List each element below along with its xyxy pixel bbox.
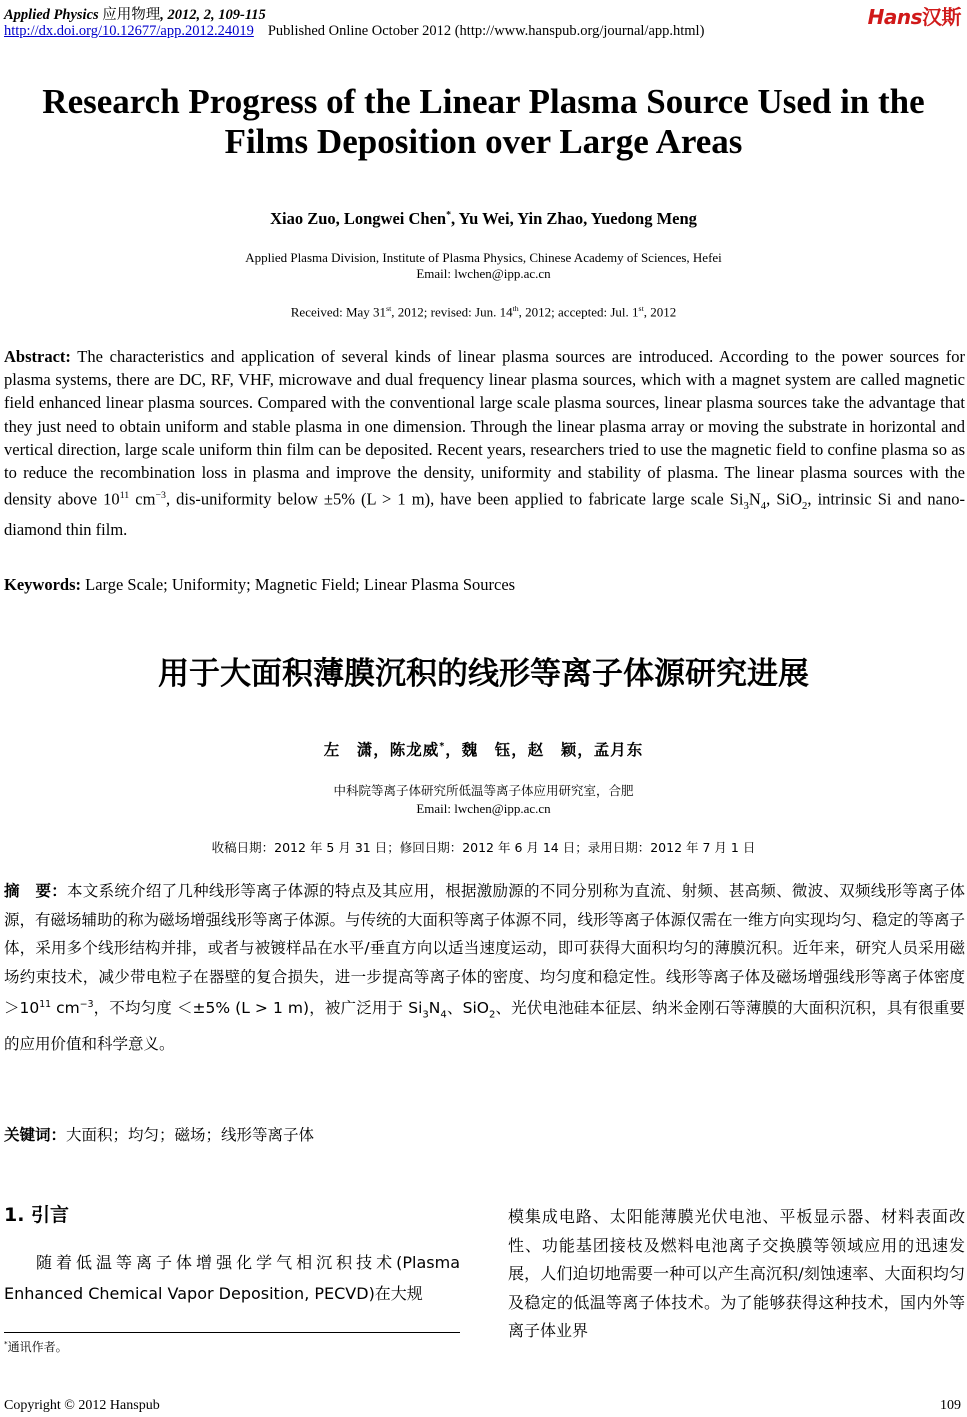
journal-header [4,3,266,24]
abstract-text: The characteristics and application of several kinds of linear plasma sources are introduced. According to the power sources for plasma systems, there are DC, RF, VHF, microwave and dual frequency linear plasma sources, which with a magnet system are called magnetic field enhanced linear plasma sources. Compared with the conventional large scale plasma sources, linear plasma sources take the advantage that they just need to obtain uniform and stable plasma in one dimension. Through the linear plasma array or moving the substrate in horizontal and vertical direction, large scale uniform thin film can be deposited. Recent years, researchers tried to use the magnetic field to confine plasma so as to reduce the recombination loss in plasma and improve the density, uniformity and stability of plasma. The linear plasma sources with the density above 10 [4,347,965,509]
abstract-text: N [748,489,761,509]
corresponding-mark-cn: * [439,740,446,752]
received-part: Received: May 31 [290,304,387,320]
doi-link[interactable]: http://dx.doi.org/10.12677/app.2012.24019 [4,23,254,39]
keywords-label: Keywords: [4,575,81,594]
footnote-mark: * [4,1339,8,1348]
abstract-sub: 2 [802,500,808,513]
journal-name-cn: 应用物理 [102,7,161,23]
affiliation [0,250,967,282]
abstract-cn-text: ，不均匀度 ＜±5% (L > 1 m)，被广泛用于 Si [93,999,423,1018]
authors-cn-part-2: ，魏 钰，赵 颖，孟月东 [445,741,644,759]
revised-sup: th [512,304,519,313]
abstract-exp: −3 [155,490,166,502]
abstract-cn-exp: 11 [39,999,52,1011]
journal-volume-info: , 2012, 2, 109-115 [160,7,266,23]
abstract-text: , SiO [766,489,803,509]
abstract-cn-sub: 4 [440,1009,447,1021]
logo-latin: Hans [867,5,922,29]
footnote-divider [4,1332,460,1333]
keywords-en [4,575,515,595]
paper-title-cn: 用于大面积薄膜沉积的线形等离子体源研究进展 [158,656,809,692]
body-left-column: 随着低温等离子体增强化学气相沉积技术(Plasma Enhanced Chemical Vapor Deposition, PECVD)在大规 [4,1253,460,1303]
affiliation-line: Applied Plasma Division, Institute of Plasma Physics, Chinese Academy of Sciences, Hefei [245,250,722,265]
abstract-cn-text: 、光伏电池硅本征层、纳米金刚石等薄膜的大面积沉积，具有很重要的应用价值和科学意义。 [4,999,965,1054]
revised-part: , 2012; revised: Jun. 14 [391,304,513,320]
abstract-exp: 11 [119,490,130,502]
corresponding-mark: * [446,209,452,221]
accepted-year: , 2012 [643,304,677,320]
received-dates [0,304,967,320]
abstract-text: cm [129,489,156,509]
abstract-cn-label: 摘 要： [4,882,68,900]
affiliation-cn [0,781,967,817]
abstract-label: Abstract: [4,347,71,366]
page-number: 109 [940,1398,961,1413]
affiliation-cn-email: Email: lwchen@ipp.ac.cn [416,801,551,816]
author-list-cn [0,738,967,760]
abstract-cn-text: N [428,999,441,1018]
copyright: Copyright © 2012 Hanspub [4,1398,160,1413]
accepted-part: , 2012; accepted: Jul. 1 [518,304,639,320]
paper-title: Research Progress of the Linear Plasma Source Used in the Films Deposition over Large Areas [42,82,925,161]
authors-cn-part-1: 左 潇，陈龙威 [323,741,440,759]
section-heading: 1. 引言 [4,1204,70,1226]
abstract-cn-text: cm [51,999,80,1018]
published-online: Published Online October 2012 (http://www.hanspub.org/journal/app.html) [267,23,705,39]
abstract-cn-exp: −3 [79,999,94,1011]
doi-line [4,23,704,40]
abstract-cn [4,877,965,1059]
authors-part-2: , Yu Wei, Yin Zhao, Yuedong Meng [451,209,697,228]
keywords-text: Large Scale; Uniformity; Magnetic Field; Linear Plasma Sources [81,575,516,594]
author-list [0,209,967,229]
abstract-cn-text: 、SiO [446,999,489,1018]
abstract-cn-sub: 2 [488,1009,496,1021]
journal-name: Applied Physics [4,7,99,23]
abstract-cn-sub: 3 [422,1009,429,1021]
keywords-cn [4,1123,314,1145]
footnote [4,1338,68,1355]
received-sup: st [386,304,392,313]
keywords-cn-label: 关键词： [4,1126,67,1144]
body-right-column: 模集成电路、太阳能薄膜光伏电池、平板显示器、材料表面改性、功能基团接枝及燃料电池离子交换膜等领域应用的迅速发展，人们迫切地需要一种可以产生高沉积/刻蚀速率、大面积均匀及稳定的低温等离子体技术。为了能够获得这种技术，国内外等离子体业界 [508,1207,965,1340]
abstract-en [4,345,965,541]
abstract-text: , dis-uniformity below ±5% (L > 1 m), have been applied to fabricate large scale Si [165,489,744,509]
abstract-cn-text: 本文系统介绍了几种线形等离子体源的特点及其应用，根据激励源的不同分别称为直流、射频、甚高频、微波、双频线形等离子体源，有磁场辅助的称为磁场增强线形等离子体源。与传统的大面积等离子体源不同，线形等离子体源仅需在一维方向实现均匀、稳定的等离子体，采用多个线形结构并排，或者与被镀样品在水平/垂直方向以适当速度运动，即可获得大面积均匀的薄膜沉积。近年来，研究人员采用磁场约束技术，减少带电粒子在器壁的复合损失，进一步提高等离子体的密度、均匀度和稳定性。线形等离子体及磁场增强线形等离子体密度 ＞10 [4,882,966,1018]
abstract-text: , intrinsic Si and nano-diamond thin film. [4,489,965,540]
hanspub-logo [868,1,961,30]
footnote-text: 通讯作者。 [7,1340,68,1354]
affiliation-email: Email: lwchen@ipp.ac.cn [416,266,551,281]
abstract-sub: 3 [743,500,749,513]
logo-cn: 汉斯 [922,5,961,29]
received-dates-cn: 收稿日期：2012 年 5 月 31 日；修回日期：2012 年 6 月 14 日；录用日期：2012 年 7 月 1 日 [211,840,756,855]
affiliation-cn-line: 中科院等离子体研究所低温等离子体应用研究室，合肥 [333,783,634,798]
keywords-cn-text: 大面积；均匀；磁场；线形等离子体 [66,1126,315,1144]
authors-part-1: Xiao Zuo, Longwei Chen [270,209,447,228]
accepted-sup: st [638,304,644,313]
abstract-sub: 4 [760,500,767,513]
